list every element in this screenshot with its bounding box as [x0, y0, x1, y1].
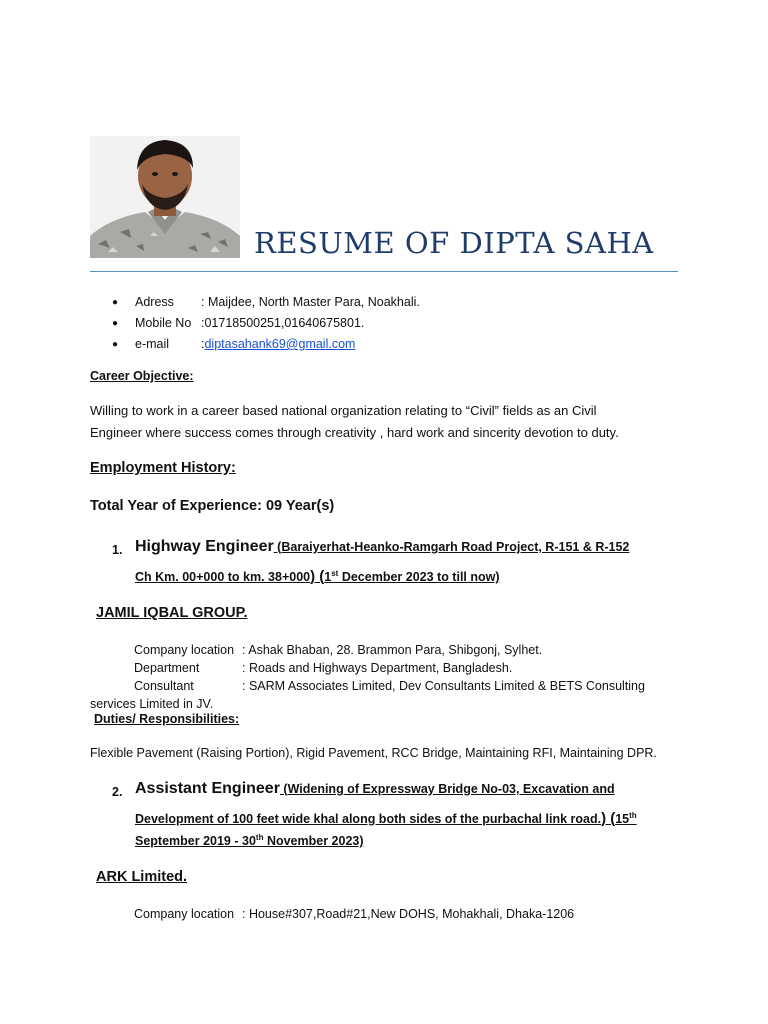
contact-label: Mobile No	[135, 316, 192, 330]
detail-label: Department	[134, 661, 200, 675]
detail-value: : Roads and Highways Department, Bangladesh.	[242, 661, 513, 675]
job1-duties: Flexible Pavement (Raising Portion), Rigid Pavement, RCC Bridge, Maintaining RFI, Maintaining DPR.	[90, 746, 657, 760]
job2-title: Assistant Engineer	[135, 780, 280, 797]
job1-date-num: 1	[324, 570, 332, 584]
job2-close: ) (	[601, 810, 616, 827]
contact-address	[112, 292, 420, 313]
career-line: Engineer where success comes through creativity , hard work and sincerity devotion to duty.	[90, 425, 619, 440]
job1-details	[134, 641, 645, 695]
detail-label: Consultant	[134, 679, 194, 693]
contact-mobile	[112, 313, 420, 334]
job2-title-line2	[135, 810, 637, 827]
bullet-icon: ●	[112, 297, 119, 308]
career-objective-heading: Career Objective:	[90, 369, 194, 383]
detail-label: Company location	[134, 643, 235, 657]
job2-project-line1: Widening of Expressway Bridge No-03, Excavation and	[287, 782, 615, 796]
total-experience: Total Year of Experience: 09 Year(s)	[90, 498, 335, 514]
job-number: 2.	[112, 785, 123, 799]
job-number: 1.	[112, 543, 123, 557]
job2-date-end: November 2023)	[263, 834, 364, 849]
page-title: RESUME OF DIPTA SAHA	[254, 226, 654, 260]
job1-title: Highway Engineer	[135, 538, 274, 555]
job1-open: (	[273, 540, 282, 554]
career-objective-text	[90, 400, 619, 444]
job1-project: Baraiyerhat-Heanko-Ramgarh Road Project, R-151 & R-152	[281, 540, 630, 554]
job2-date2-sup: th	[255, 833, 264, 842]
detail-label: Company location	[134, 907, 235, 921]
contact-separator: :	[201, 295, 205, 309]
contact-label: Adress	[135, 295, 174, 309]
title-divider	[90, 271, 678, 272]
employment-heading: Employment History:	[90, 460, 236, 476]
detail-value: : SARM Associates Limited, Dev Consultants Limited & BETS Consulting	[242, 679, 645, 693]
job2-company: ARK Limited.	[96, 869, 188, 885]
job2-date-range: September 2019 - 30	[135, 834, 256, 849]
job1-consultant-row	[134, 677, 645, 695]
job2-date1-sup: th	[629, 810, 637, 820]
job2-title-line	[135, 780, 615, 798]
job2-location-row	[134, 905, 574, 923]
career-line: Willing to work in a career based national organization relating to “Civil” fields as an Civil	[90, 403, 597, 418]
person-photo-icon	[90, 136, 240, 258]
detail-value: : House#307,Road#21,New DOHS, Mohakhali, Dhaka-1206	[242, 907, 575, 921]
bullet-icon: ●	[112, 339, 119, 350]
job2-open: (	[279, 782, 288, 796]
job1-consultant-cont: services Limited in JV.	[90, 697, 214, 711]
job2-title-line3	[135, 833, 364, 848]
job1-date-rest: December 2023 to till now)	[338, 570, 500, 584]
duties-heading: Duties/ Responsibilities:	[94, 712, 240, 726]
job1-close: ) (	[310, 568, 325, 585]
contact-value: Maijdee, North Master Para, Noakhali.	[207, 295, 420, 309]
profile-photo	[90, 136, 240, 258]
job2-project-line2: Development of 100 feet wide khal along both sides of the purbachal link road.	[135, 812, 602, 826]
contact-separator: :	[201, 337, 205, 351]
job1-company: JAMIL IQBAL GROUP.	[96, 605, 248, 621]
job1-title-line2	[135, 568, 500, 585]
job1-title-line	[135, 538, 629, 556]
contact-list	[112, 292, 420, 355]
email-link[interactable]: diptasahank69@gmail.com	[204, 337, 356, 351]
bullet-icon: ●	[112, 318, 119, 329]
contact-label: e-mail	[135, 337, 170, 351]
contact-value: 01718500251,01640675801.	[204, 316, 365, 330]
job2-date1-num: 15	[615, 812, 630, 826]
job1-location-row	[134, 641, 645, 659]
job1-date-sup: st	[331, 568, 339, 578]
job1-department-row	[134, 659, 645, 677]
detail-value: : Ashak Bhaban, 28. Brammon Para, Shibgonj, Sylhet.	[242, 643, 543, 657]
contact-separator: :	[201, 316, 205, 330]
job1-chainage: Ch Km. 00+000 to km. 38+000	[135, 570, 311, 584]
contact-email	[112, 334, 420, 355]
